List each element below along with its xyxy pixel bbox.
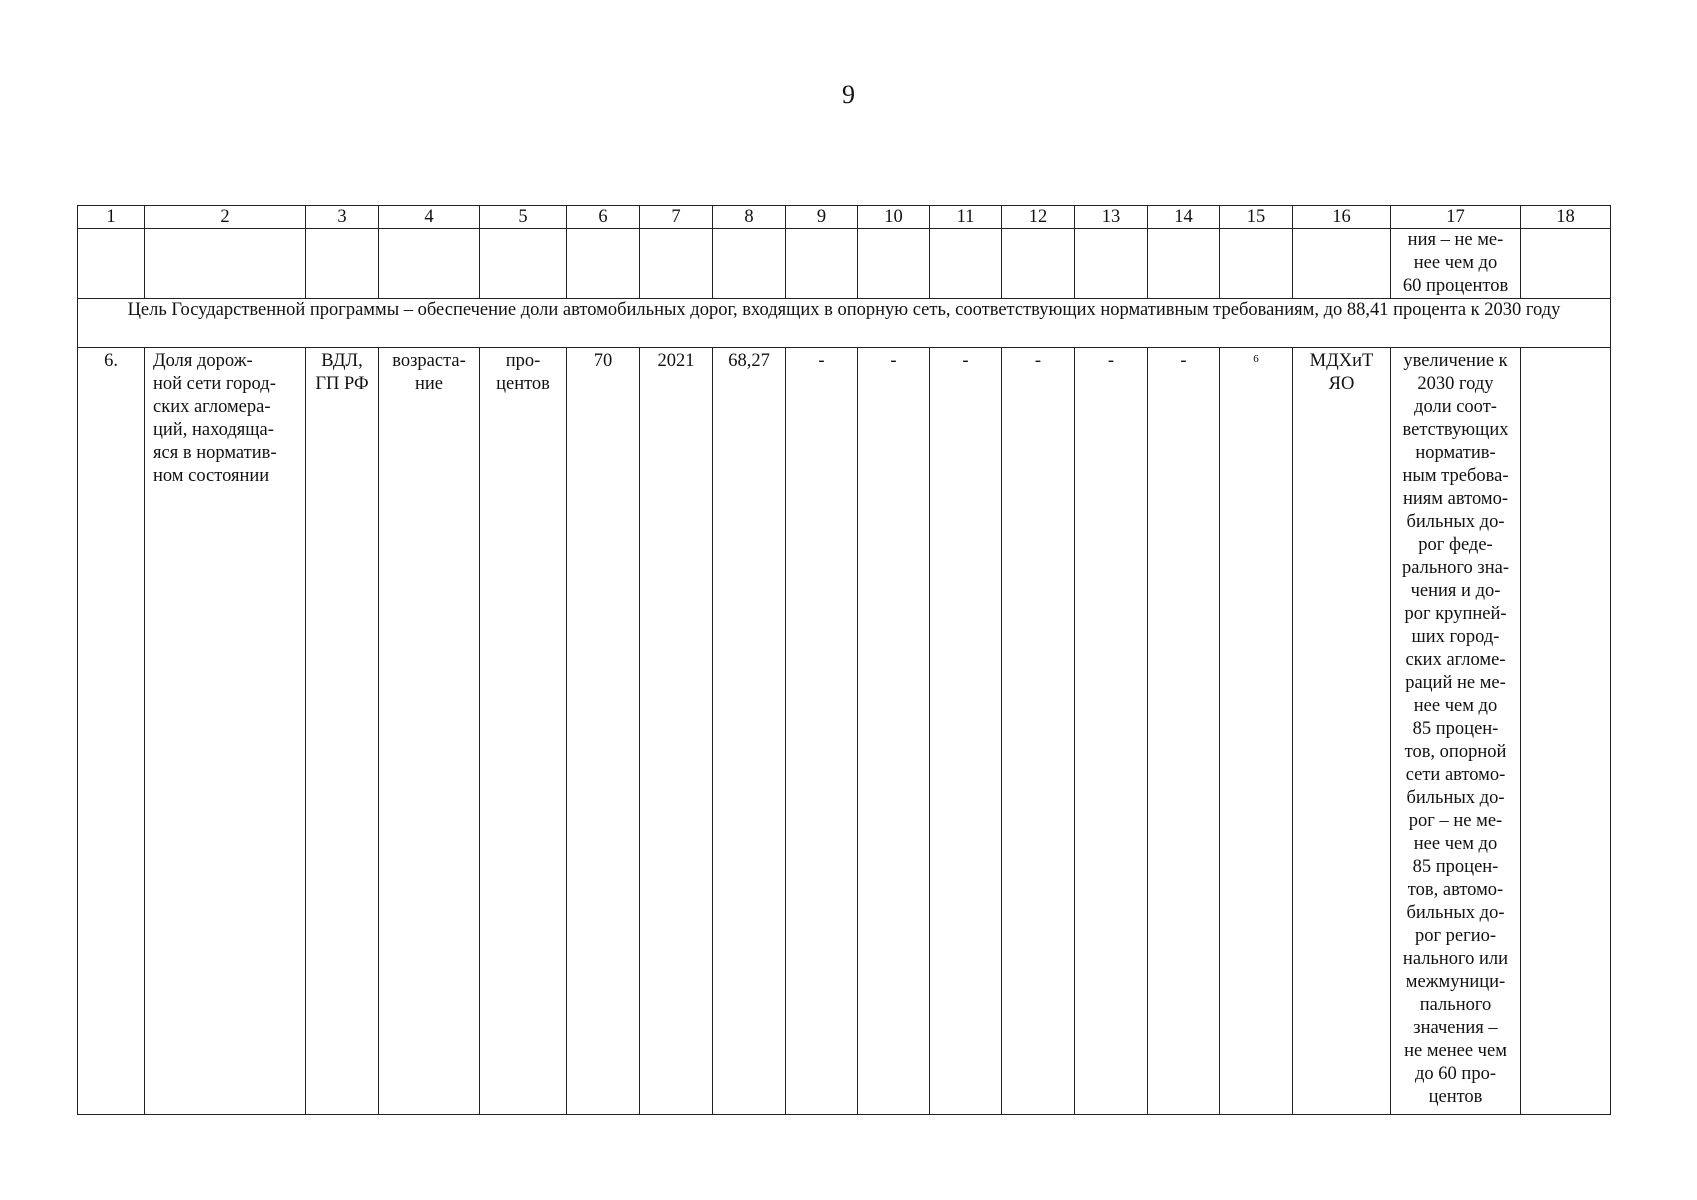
goal-text: Цель Государственной программы – обеспечение доли автомобильных дорог, входящих в опорную сеть, соответствующих нормативным требованиям, до 88,41 процента к 2030 году — [78, 299, 1611, 348]
responsible-org: МДХиТ ЯО — [1293, 348, 1391, 1115]
empty-cell — [640, 229, 713, 299]
column-header: 13 — [1075, 206, 1148, 229]
okei-code: 70 — [567, 348, 640, 1115]
column-header: 15 — [1220, 206, 1293, 229]
empty-cell — [1148, 229, 1220, 299]
goal-row — [78, 299, 1611, 348]
empty-cell — [1293, 229, 1391, 299]
value-cell: - — [1148, 348, 1220, 1115]
empty-cell — [480, 229, 567, 299]
column-header: 11 — [930, 206, 1002, 229]
column-header: 6 — [567, 206, 640, 229]
value-cell: - — [1075, 348, 1148, 1115]
value-cell: - — [786, 348, 858, 1115]
column-header: 8 — [713, 206, 786, 229]
empty-cell — [713, 229, 786, 299]
empty-cell — [1002, 229, 1075, 299]
column-header: 4 — [379, 206, 480, 229]
column-header: 14 — [1148, 206, 1220, 229]
value-cell: - — [858, 348, 930, 1115]
column-header: 17 — [1391, 206, 1521, 229]
column-number-row — [78, 206, 1611, 229]
indicators-table — [77, 205, 1611, 1115]
column-header: 16 — [1293, 206, 1391, 229]
indicator-source: ВДЛ, ГП РФ — [306, 348, 379, 1115]
link-description: увеличение к 2030 году доли соот- ветствующих норматив- ным требова- ниям автомо- бильных до- рог феде- рального зна- чения и до- рог крупней- ших город- ских агломе- раций не ме- нее чем до 85 процен- тов, опорной сети автомо- бильных до- рог – не ме- нее чем до 85 процен- тов, автомо- бильных до- рог регио- нального или межмуници- пального значения – не менее чем до 60 про- центов — [1391, 348, 1521, 1115]
column-header: 1 — [78, 206, 145, 229]
row-number: 6. — [78, 348, 145, 1115]
continuation-row — [78, 229, 1611, 299]
value-cell: - — [930, 348, 1002, 1115]
column-header: 10 — [858, 206, 930, 229]
indicator-unit: про- центов — [480, 348, 567, 1115]
column-header: 3 — [306, 206, 379, 229]
indicator-name: Доля дорож- ной сети город- ских агломера- ций, находяща- яся в норматив- ном состоянии — [145, 348, 306, 1115]
empty-cell — [786, 229, 858, 299]
empty-cell — [930, 229, 1002, 299]
empty-cell — [1075, 229, 1148, 299]
empty-cell — [145, 229, 306, 299]
page-number: 9 — [842, 80, 855, 109]
column-header: 12 — [1002, 206, 1075, 229]
empty-cell — [306, 229, 379, 299]
empty-cell — [1521, 229, 1611, 299]
column-header: 7 — [640, 206, 713, 229]
column-header: 9 — [786, 206, 858, 229]
value-cell: - — [1002, 348, 1075, 1115]
indicator-row — [78, 348, 1611, 1115]
column-header: 5 — [480, 206, 567, 229]
indicator-trend: возраста- ние — [379, 348, 480, 1115]
empty-cell — [567, 229, 640, 299]
continuation-text: ния – не ме- нее чем до 60 процентов — [1391, 229, 1521, 299]
base-year: 2021 — [640, 348, 713, 1115]
base-value: 68,27 — [713, 348, 786, 1115]
empty-cell — [1220, 229, 1293, 299]
value-cell-15 — [1220, 348, 1293, 1115]
empty-cell — [1521, 348, 1611, 1115]
column-header: 18 — [1521, 206, 1611, 229]
empty-cell — [379, 229, 480, 299]
empty-cell — [858, 229, 930, 299]
column-header: 2 — [145, 206, 306, 229]
empty-cell — [78, 229, 145, 299]
superscript-value: 6 — [1253, 353, 1259, 365]
